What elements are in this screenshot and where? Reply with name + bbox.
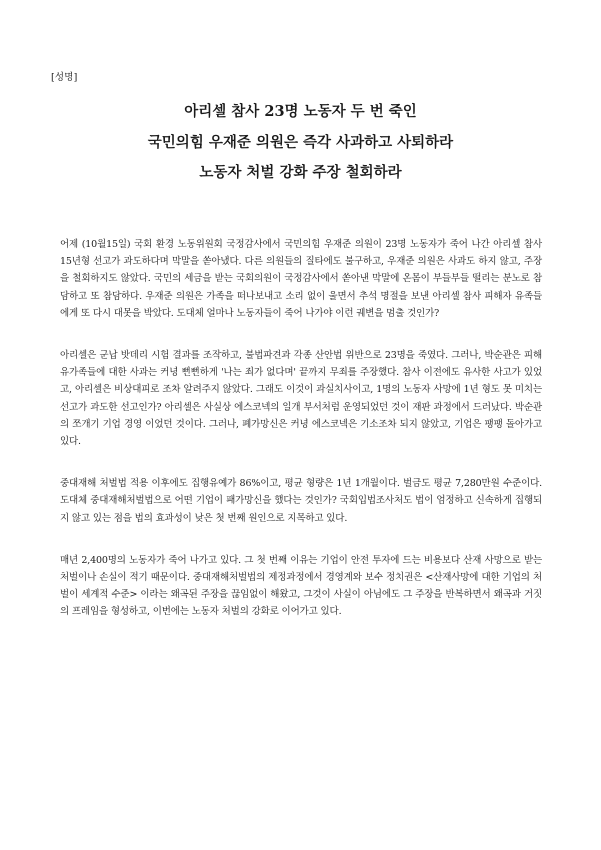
paragraph-2: 아리셀은 군납 밧데리 시험 결과를 조작하고, 불법파견과 각종 산안법 위반으로 23명을 죽였다. 그러나, 박순관은 피해 유가족들에 대한 사과는 커녕 뻔뻔하게 '나는 죄가 없다며' 끝까지 무죄를 주장했다. 참사 이전에도 유사한 사고가 있었고, 아리셀은 비상대피로 조차 알려주지 않았다. 그래도 이것이 과실치사이고, 1명의 노동자 사망에 1년 형도 못 미치는 선고가 과도한 선고인가? 아리셀은 사실상 에스코넥의 일개 부서처럼 운영되었던 것이 재판 과정에서 드러났다. 박순관의 쪼개기 기업 경영 이었던 것이다. 그러나, 폐가망신은 커녕 에스코넥은 기소조차 되지 않았고, 기업은 팽팽 돌아가고 있다. [60, 350, 542, 448]
title-line-1: 아리셀 참사 23명 노동자 두 번 죽인 [184, 103, 417, 120]
title-line-3: 노동자 처벌 강화 주장 철회하라 [199, 164, 402, 181]
title-block [40, 104, 561, 196]
statement-tag: [성명] [51, 72, 78, 83]
paragraph-3: 중대재해 처벌법 적용 이후에도 집행유예가 86%이고, 평균 형량은 1년 1개월이다. 벌금도 평균 7,280만원 수준이다. 도대체 중대재해처벌법으로 어떤 기업이 패가망신을 했다는 것인가? 국회입법조사처도 법이 엄정하고 신속하게 집행되지 않고 있는 점을 법의 효과성이 낮은 첫 번째 원인으로 지목하고 있다. [60, 478, 542, 524]
paragraph-4: 매년 2,400명의 노동자가 죽어 나가고 있다. 그 첫 번째 이유는 기업이 안전 투자에 드는 비용보다 산재 사망으로 받는 처벌이나 손실이 적기 때문이다. 중대재해처벌법의 제정과정에서 경영계와 보수 정치권은 <산재사망에 대한 기업의 처벌이 세계적 수준> 이라는 왜곡된 주장을 끊임없이 해왔고, 그것이 사실이 아님에도 그 주장을 반복하면서 왜곡과 거짓의 프레임을 형성하고, 이번에는 노동자 처벌의 강화로 이어가고 있다. [60, 554, 542, 618]
body-text [60, 236, 542, 646]
title-line-2: 국민의힘 우재준 의원은 즉각 사과하고 사퇴하라 [147, 133, 454, 151]
paragraph-1: 어제 (10월15일) 국회 환경 노동위원회 국정감사에서 국민의힘 우재준 의원이 23명 노동자가 죽어 나간 아리셀 참사 15년형 선고가 과도하다며 막말을 쏟아냈다. 다른 의원들의 질타에도 불구하고, 우재준 의원은 사과도 하지 않고, 주장을 철회하지도 않았다. 국민의 세금을 받는 국회의원이 국정감사에서 쏟아낸 막말에 온몸이 부들부들 떨리는 분노로 참담하고 또 참담하다. 우재준 의원은 가족을 떠나보내고 소리 없이 울면서 추석 명절을 보낸 아리셀 참사 피해자 유족들에게 또 다시 대못을 박았다. 도대체 얼마나 노동자들이 죽어 나가야 이런 궤변을 멈출 것인가? [60, 239, 542, 319]
